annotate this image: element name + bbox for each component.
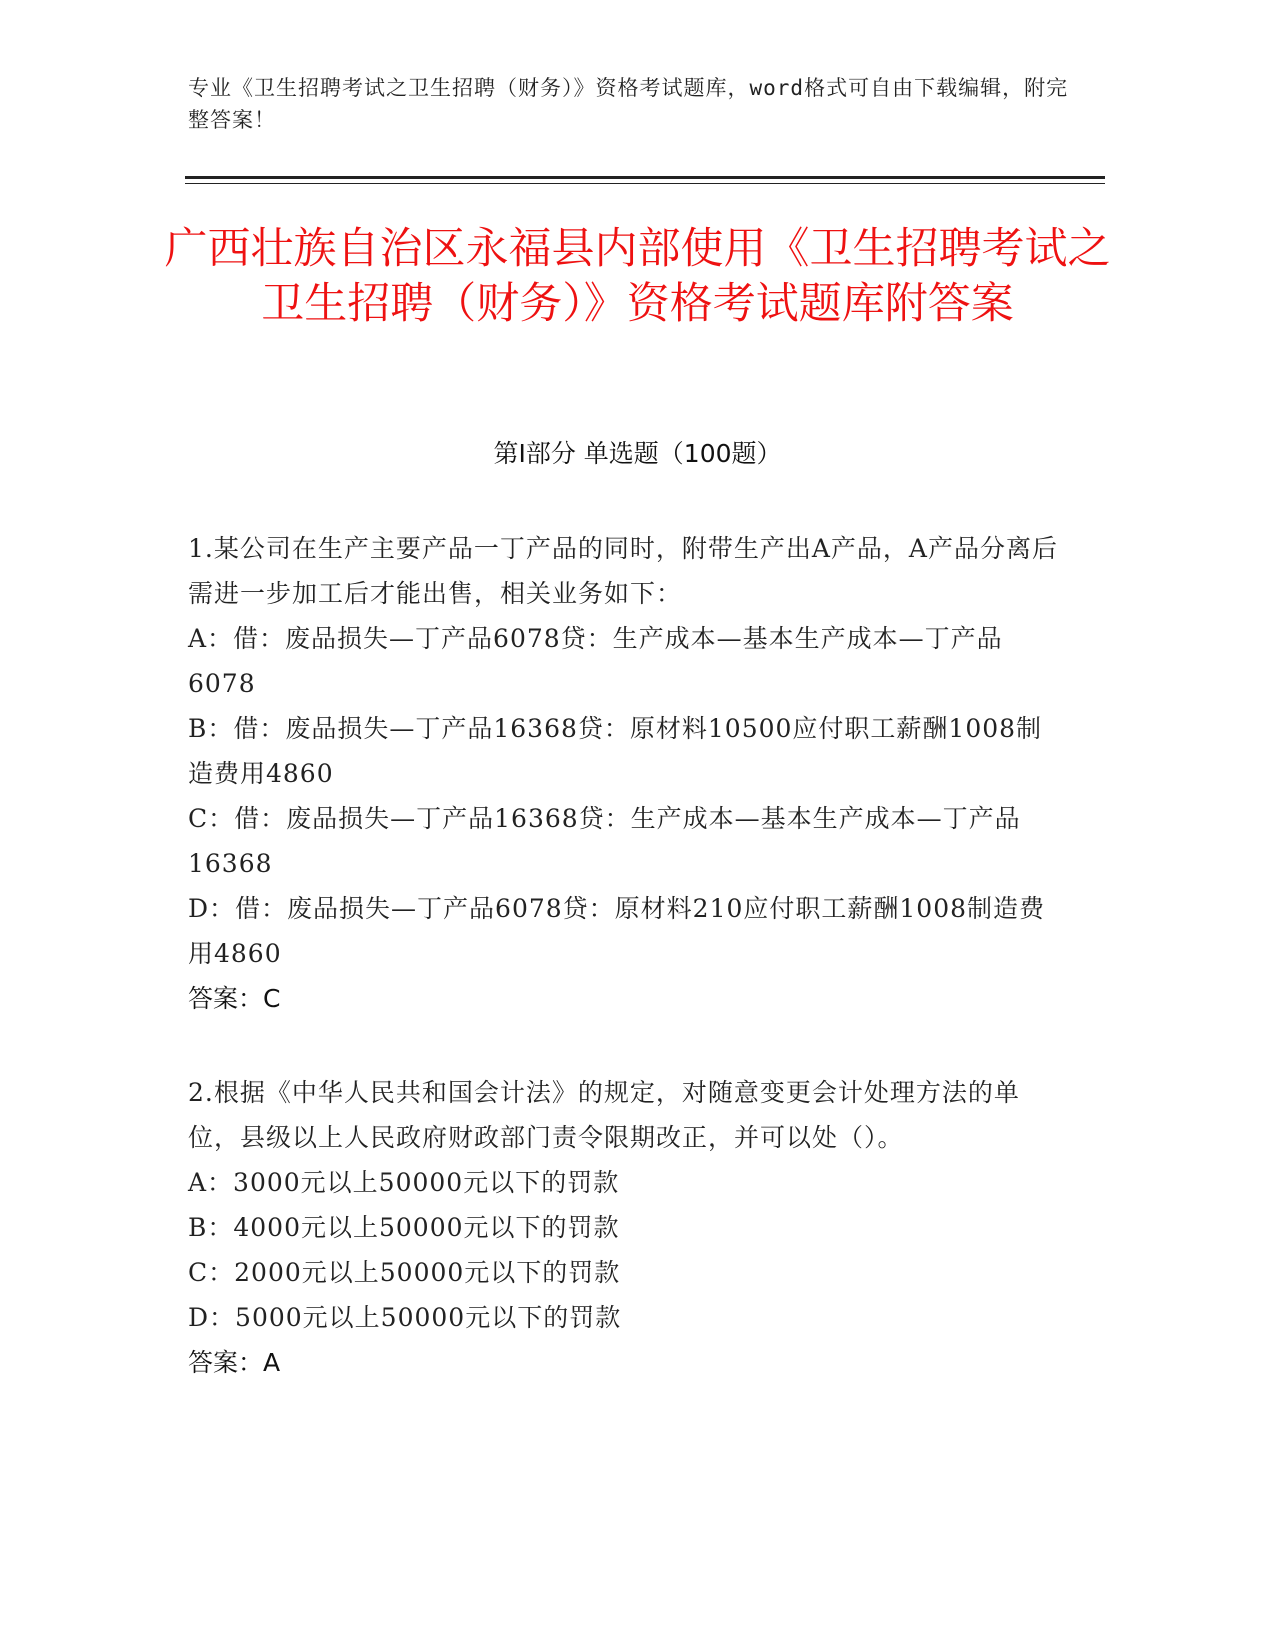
header-divider-thick — [185, 176, 1105, 179]
question-1 — [188, 526, 1068, 1021]
option-d: D：借：废品损失—丁产品6078贷：原材料210应付职工薪酬1008制造费用4860 — [188, 894, 1046, 968]
answer-line: 答案：C — [188, 984, 281, 1013]
question-2 — [188, 1070, 1068, 1385]
answer-line: 答案：A — [188, 1348, 281, 1377]
option-a: A：借：废品损失—丁产品6078贷：生产成本—基本生产成本—丁产品6078 — [188, 624, 1003, 698]
option-b: B：借：废品损失—丁产品16368贷：原材料10500应付职工薪酬1008制造费用4860 — [188, 714, 1043, 788]
document-title: 广西壮族自治区永福县内部使用《卫生招聘考试之卫生招聘（财务）》资格考试题库附答案 — [164, 224, 1111, 329]
option-a: A：3000元以上50000元以下的罚款 — [188, 1168, 620, 1197]
option-c: C：2000元以上50000元以下的罚款 — [188, 1258, 621, 1287]
question-stem: 2.根据《中华人民共和国会计法》的规定，对随意变更会计处理方法的单位，县级以上人民政府财政部门责令限期改正，并可以处（）。 — [188, 1078, 1020, 1152]
option-c: C：借：废品损失—丁产品16368贷：生产成本—基本生产成本—丁产品16368 — [188, 804, 1021, 878]
option-b: B：4000元以上50000元以下的罚款 — [188, 1213, 620, 1242]
header-note: 专业《卫生招聘考试之卫生招聘（财务）》资格考试题库，word格式可自由下载编辑，附完整答案！ — [188, 76, 1069, 132]
question-stem: 1.某公司在生产主要产品一丁产品的同时，附带生产出A产品，A产品分离后需进一步加工后才能出售，相关业务如下： — [188, 534, 1058, 608]
option-d: D：5000元以上50000元以下的罚款 — [188, 1303, 622, 1332]
header-divider-thin — [185, 183, 1105, 184]
section-heading: 第I部分 单选题（100题） — [493, 439, 782, 468]
